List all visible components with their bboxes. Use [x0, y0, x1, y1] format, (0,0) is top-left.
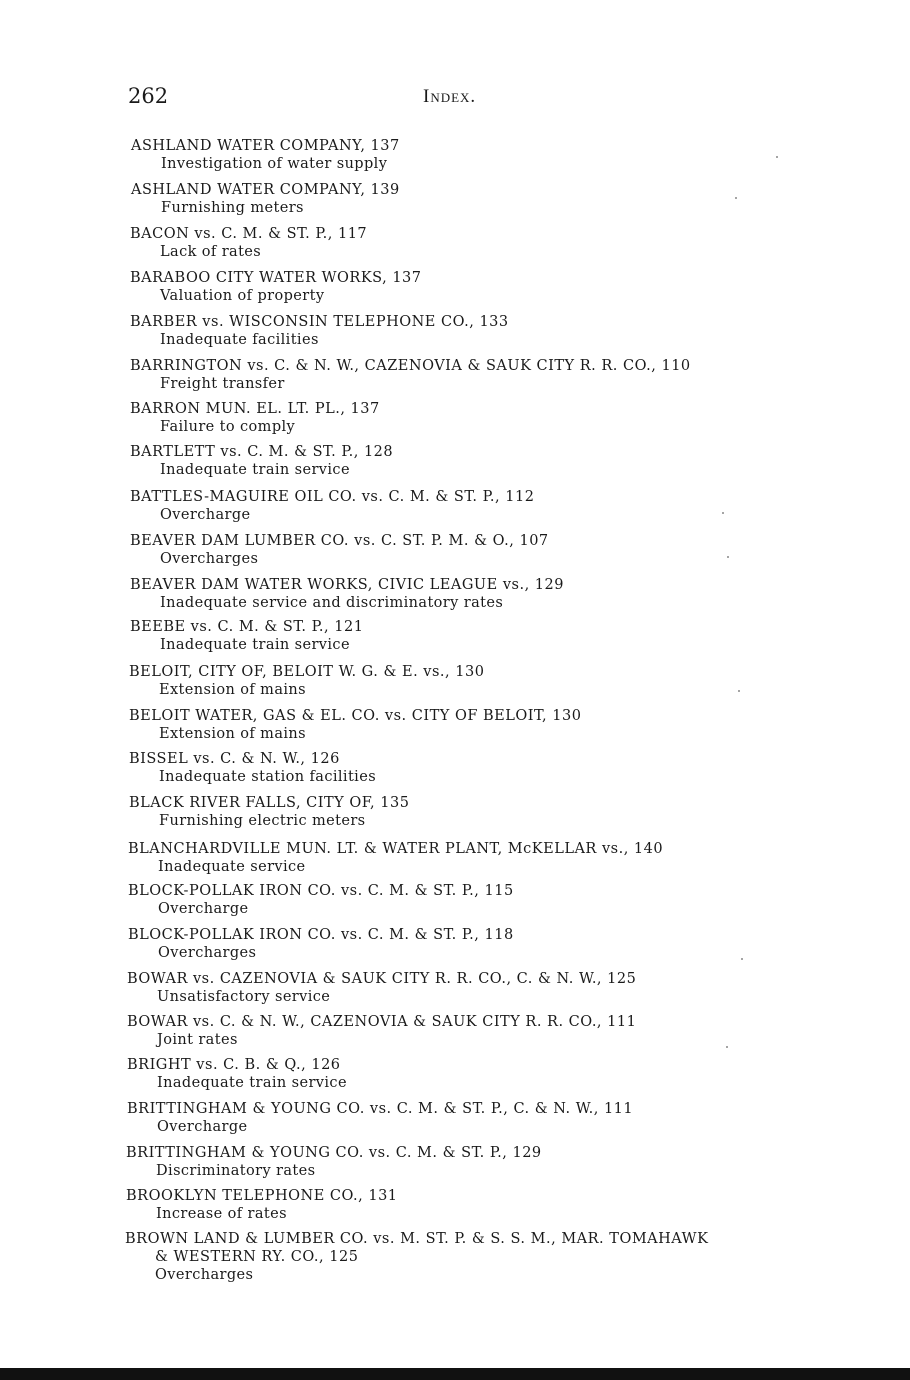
index-entry [130, 225, 367, 261]
index-entry [130, 313, 509, 349]
entry-subject: Overcharge [160, 507, 251, 523]
page-number: 262 [128, 84, 169, 108]
entry-heading: BARABOO CITY WATER WORKS, 137 [130, 270, 422, 286]
index-entry [126, 1187, 398, 1223]
entry-heading: BELOIT, CITY OF, BELOIT W. G. & E. vs., 130 [129, 664, 485, 680]
index-entry [126, 1144, 542, 1180]
index-entry [128, 840, 663, 876]
entry-heading: BARRINGTON vs. C. & N. W., CAZENOVIA & SAUK CITY R. R. CO., 110 [130, 358, 691, 374]
index-entry [130, 618, 363, 654]
entry-heading: BLANCHARDVILLE MUN. LT. & WATER PLANT, McKELLAR vs., 140 [128, 841, 664, 857]
index-entry [130, 443, 393, 479]
entry-heading: BELOIT WATER, GAS & EL. CO. vs. CITY OF BELOIT, 130 [129, 708, 582, 724]
entry-subject: Unsatisfactory service [157, 989, 331, 1005]
scan-speck [722, 512, 724, 514]
entry-subject: Valuation of property [160, 288, 325, 304]
entry-subject: Overcharge [157, 1119, 248, 1135]
entry-heading: BRITTINGHAM & YOUNG CO. vs. C. M. & ST. P., 129 [126, 1145, 542, 1161]
index-entry [130, 400, 380, 436]
entry-subject: Lack of rates [160, 244, 262, 260]
index-entry [127, 1013, 636, 1049]
index-entry [127, 1100, 633, 1136]
entry-subject: Overcharges [160, 551, 259, 567]
entry-subject: Inadequate station facilities [159, 769, 377, 785]
page-header-title: Index. [423, 86, 477, 107]
entry-subject: Inadequate train service [160, 637, 350, 653]
index-entry [127, 1056, 347, 1092]
entry-subject: Furnishing electric meters [159, 813, 366, 829]
entry-subject: Extension of mains [159, 682, 306, 698]
index-entry [129, 663, 484, 699]
entry-heading: BARTLETT vs. C. M. & ST. P., 128 [130, 444, 394, 460]
entry-subject: Overcharges [155, 1267, 254, 1283]
scan-speck [735, 197, 737, 199]
entry-subject: Inadequate service and discriminatory rates [160, 595, 504, 611]
scan-speck [726, 1046, 728, 1048]
entry-subject: Inadequate service [158, 859, 306, 875]
index-entry [129, 707, 581, 743]
entry-subject: Extension of mains [159, 726, 306, 742]
index-entry [130, 532, 549, 568]
index-entry [130, 576, 564, 612]
entry-heading: BATTLES-MAGUIRE OIL CO. vs. C. M. & ST. P., 112 [130, 489, 535, 505]
entry-heading-continued: & WESTERN RY. CO., 125 [155, 1249, 359, 1265]
entry-heading: BEEBE vs. C. M. & ST. P., 121 [130, 619, 364, 635]
entry-subject: Increase of rates [156, 1206, 287, 1222]
entry-heading: BEAVER DAM WATER WORKS, CIVIC LEAGUE vs., 129 [130, 577, 564, 593]
entry-heading: BLOCK-POLLAK IRON CO. vs. C. M. & ST. P., 118 [128, 927, 514, 943]
index-entry [129, 794, 409, 830]
index-entry [131, 137, 400, 173]
entry-heading: BROOKLYN TELEPHONE CO., 131 [126, 1188, 398, 1204]
entry-heading: BRIGHT vs. C. B. & Q., 126 [127, 1057, 341, 1073]
scan-speck [738, 690, 740, 692]
entry-heading: BOWAR vs. CAZENOVIA & SAUK CITY R. R. CO., C. & N. W., 125 [127, 971, 637, 987]
index-entry [129, 750, 376, 786]
entry-heading: BROWN LAND & LUMBER CO. vs. M. ST. P. & S. S. M., MAR. TOMAHAWK [125, 1231, 709, 1247]
index-entry [128, 882, 514, 918]
index-entry [130, 269, 422, 305]
entry-heading: BARBER vs. WISCONSIN TELEPHONE CO., 133 [130, 314, 509, 330]
entry-heading: BACON vs. C. M. & ST. P., 117 [130, 226, 368, 242]
entry-subject: Joint rates [157, 1032, 238, 1048]
entry-heading: BLACK RIVER FALLS, CITY OF, 135 [129, 795, 410, 811]
entry-subject: Overcharges [158, 945, 257, 961]
scan-speck [727, 556, 729, 558]
entry-subject: Furnishing meters [161, 200, 304, 216]
entry-heading: BISSEL vs. C. & N. W., 126 [129, 751, 340, 767]
entry-heading: ASHLAND WATER COMPANY, 139 [131, 182, 400, 198]
entry-heading: ASHLAND WATER COMPANY, 137 [131, 138, 400, 154]
index-entry [131, 181, 400, 217]
entry-heading: BARRON MUN. EL. LT. PL., 137 [130, 401, 380, 417]
index-entry [130, 357, 691, 393]
entry-subject: Inadequate train service [160, 462, 350, 478]
entry-subject: Discriminatory rates [156, 1163, 316, 1179]
entry-subject: Freight transfer [160, 376, 285, 392]
index-entry [127, 970, 636, 1006]
scan-speck [741, 958, 743, 960]
index-entry [125, 1230, 708, 1284]
entry-subject: Inadequate facilities [160, 332, 319, 348]
entry-subject: Investigation of water supply [161, 156, 388, 172]
scan-bottom-edge [0, 1368, 910, 1380]
index-entry [128, 926, 514, 962]
entry-heading: BOWAR vs. C. & N. W., CAZENOVIA & SAUK CITY R. R. CO., 111 [127, 1014, 637, 1030]
entry-heading: BEAVER DAM LUMBER CO. vs. C. ST. P. M. & O., 107 [130, 533, 549, 549]
entry-subject: Overcharge [158, 901, 249, 917]
entry-subject: Inadequate train service [157, 1075, 347, 1091]
scan-speck [776, 156, 778, 158]
entry-heading: BRITTINGHAM & YOUNG CO. vs. C. M. & ST. P., C. & N. W., 111 [127, 1101, 634, 1117]
index-entry [130, 488, 534, 524]
entry-subject: Failure to comply [160, 419, 296, 435]
entry-heading: BLOCK-POLLAK IRON CO. vs. C. M. & ST. P., 115 [128, 883, 514, 899]
